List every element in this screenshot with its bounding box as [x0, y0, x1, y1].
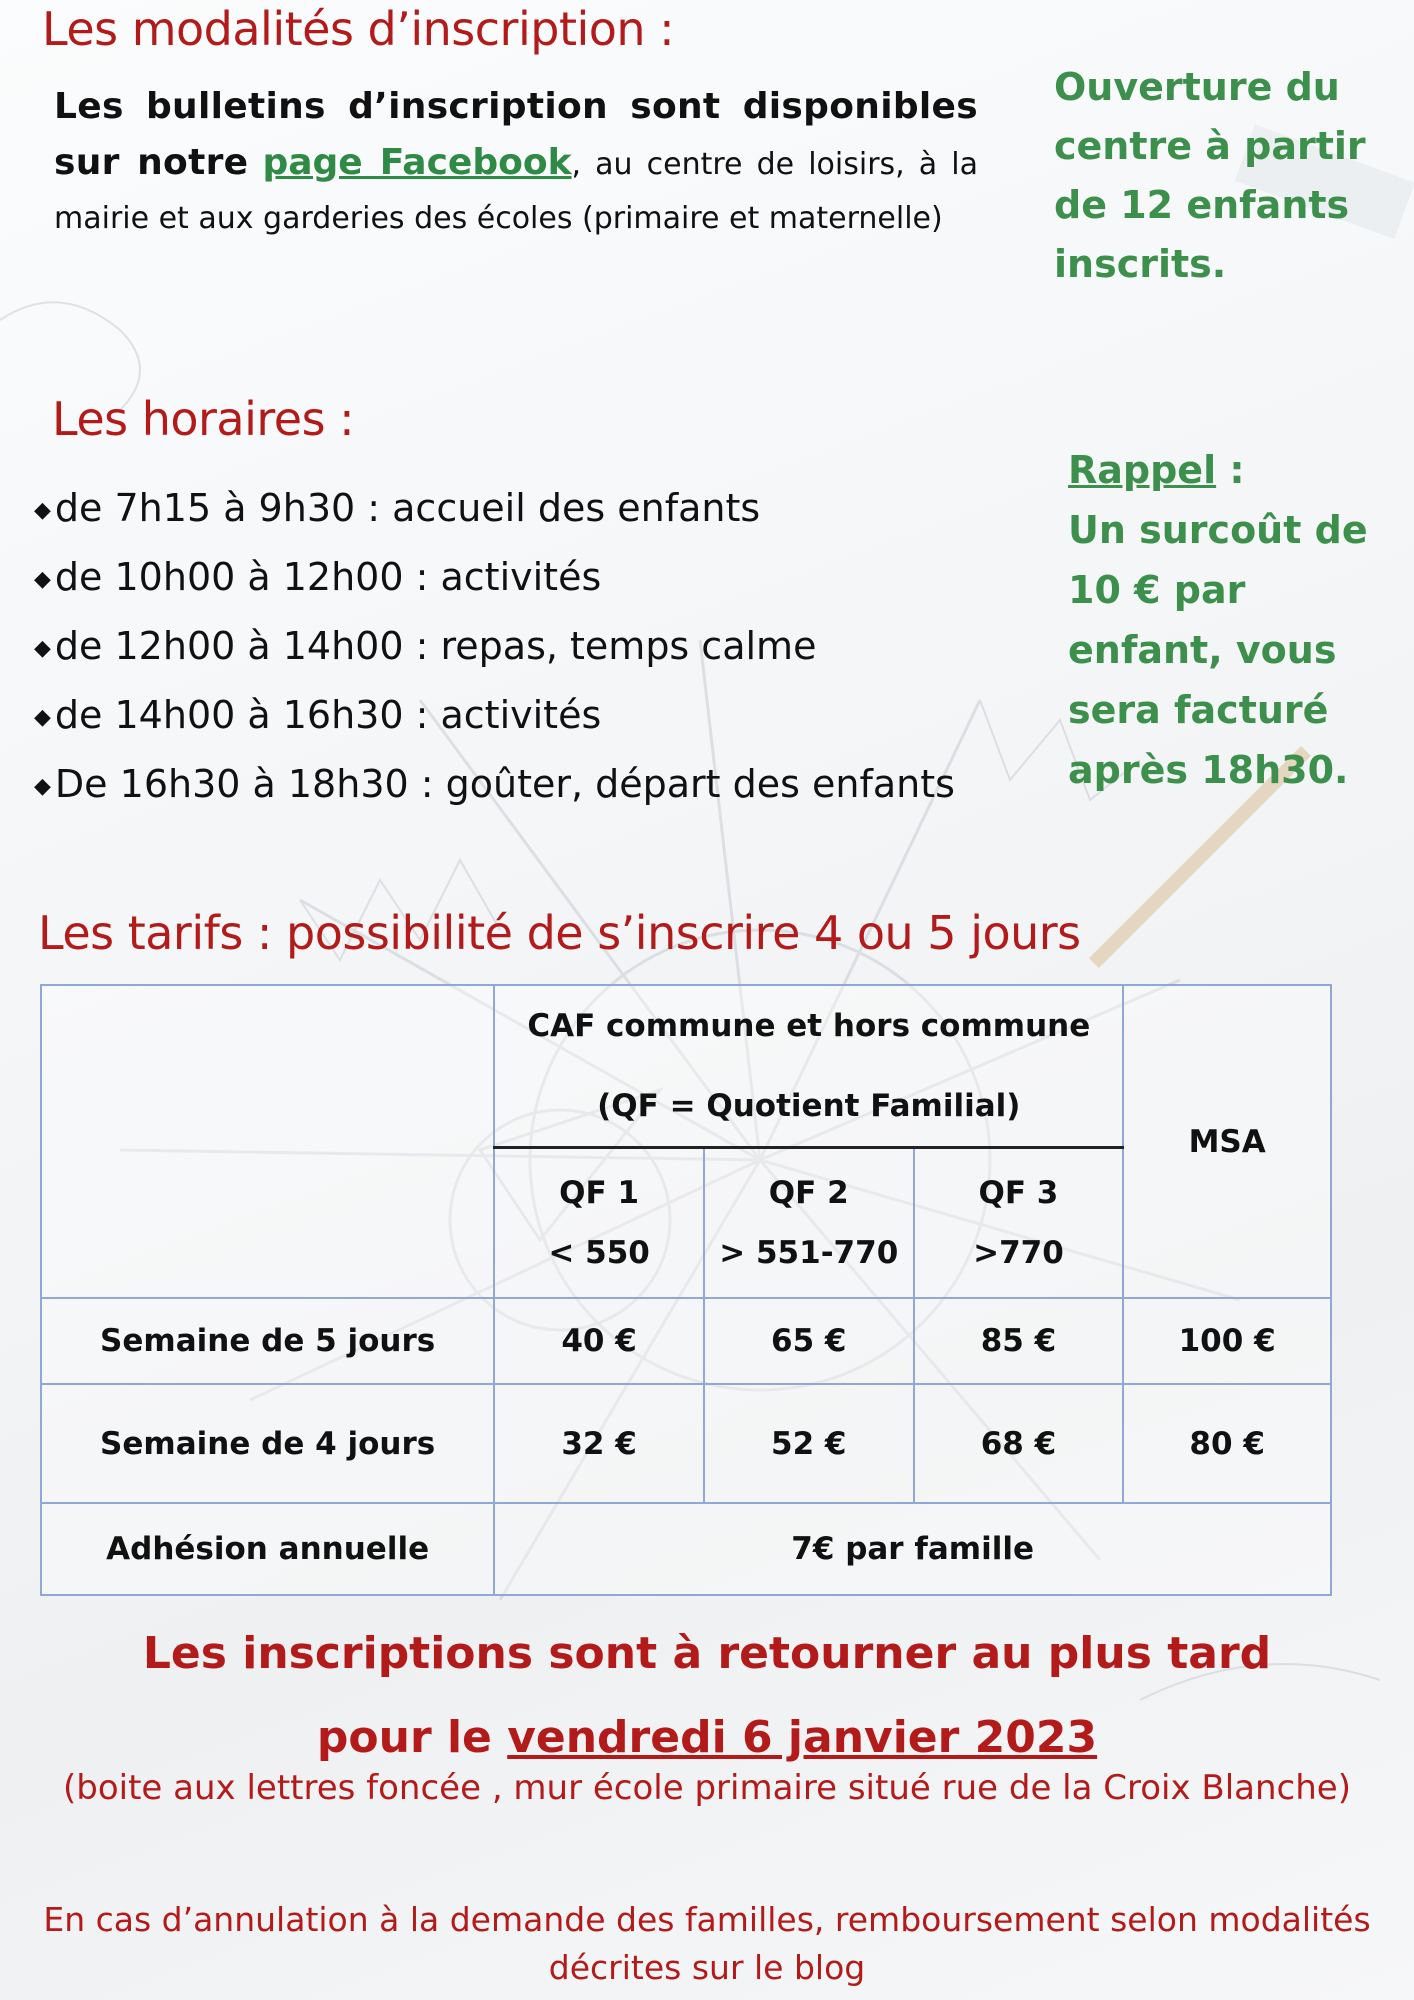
rappel-label: Rappel	[1068, 448, 1217, 492]
hours-item-text: de 14h00 à 16h30 : activités	[54, 693, 602, 737]
qf-range: >770	[973, 1235, 1064, 1272]
caf-header: CAF commune et hors commune	[527, 1008, 1091, 1045]
hours-item	[34, 681, 955, 750]
qf-header-cell	[494, 1148, 704, 1298]
rappel-text: Un surcoût de 10 € par enfant, vous sera facturé après 18h30.	[1068, 508, 1368, 792]
opening-note: Ouverture du centre à partir de 12 enfants inscrits.	[1054, 65, 1366, 286]
qf-header-cell	[704, 1148, 914, 1298]
diamond-bullet-icon: ◆	[34, 705, 51, 730]
qf-name: QF 2	[768, 1175, 849, 1212]
deadline-date: vendredi 6 janvier 2023	[507, 1712, 1098, 1763]
hours-title: Les horaires :	[52, 392, 355, 446]
hours-item	[34, 612, 955, 681]
caf-subheader: (QF = Quotient Familial)	[597, 1088, 1021, 1125]
hours-item	[34, 474, 955, 543]
diamond-bullet-icon: ◆	[34, 774, 51, 799]
hours-item-text: de 12h00 à 14h00 : repas, temps calme	[54, 624, 817, 668]
msa-header: MSA	[1188, 1123, 1266, 1160]
hours-item	[34, 543, 955, 612]
cancellation-note	[0, 1896, 1414, 1992]
price-cell: 68 €	[914, 1384, 1124, 1502]
inscription-text-rest: , au centre de loisirs, à la mairie et aux garderies des écoles (primaire et maternelle)	[54, 147, 978, 236]
dropoff-note: (boite aux lettres foncée , mur école primaire situé rue de la Croix Blanche)	[63, 1768, 1351, 1808]
rappel-note	[1068, 440, 1388, 800]
qf-range: < 550	[548, 1235, 650, 1272]
price-cell: 52 €	[704, 1384, 914, 1502]
hours-item	[34, 750, 955, 819]
inscription-paragraph	[54, 80, 978, 246]
diamond-bullet-icon: ◆	[34, 567, 51, 592]
adhesion-value-cell: 7€ par famille	[494, 1503, 1331, 1595]
table-corner-cell	[41, 985, 494, 1298]
row-label: Semaine de 5 jours	[41, 1298, 494, 1384]
price-cell: 32 €	[494, 1384, 704, 1502]
price-cell: 65 €	[704, 1298, 914, 1384]
rappel-colon: :	[1216, 448, 1245, 492]
price-cell: 85 €	[914, 1298, 1124, 1384]
inscription-title: Les modalités d’inscription :	[42, 2, 675, 56]
table-row	[41, 985, 1331, 1148]
hours-item-text: de 10h00 à 12h00 : activités	[54, 555, 602, 599]
tarifs-title: Les tarifs : possibilité de s’inscrire 4 ou 5 jours	[38, 906, 1081, 960]
qf-name: QF 3	[978, 1175, 1059, 1212]
table-row	[41, 1384, 1331, 1502]
row-label: Semaine de 4 jours	[41, 1384, 494, 1502]
diamond-bullet-icon: ◆	[34, 498, 51, 523]
deadline-line1: Les inscriptions sont à retourner au plus tard	[142, 1628, 1272, 1679]
inscription-text-bold: Les bulletins d’inscription sont disponibles sur notre	[54, 86, 978, 183]
qf-name: QF 1	[559, 1175, 640, 1212]
caf-header-cell	[494, 985, 1123, 1148]
price-cell: 80 €	[1123, 1384, 1331, 1502]
table-row	[41, 1503, 1331, 1595]
table-row	[41, 1298, 1331, 1384]
deadline-notice	[0, 1612, 1414, 1780]
cancel-line2: décrites sur le blog	[548, 1948, 866, 1987]
diamond-bullet-icon: ◆	[34, 636, 51, 661]
qf-range: > 551-770	[719, 1235, 899, 1272]
tarif-table	[40, 984, 1332, 1596]
price-cell: 40 €	[494, 1298, 704, 1384]
row-label: Adhésion annuelle	[41, 1503, 494, 1595]
price-cell: 100 €	[1123, 1298, 1331, 1384]
hours-item-text: de 7h15 à 9h30 : accueil des enfants	[54, 486, 761, 530]
msa-header-cell	[1123, 985, 1331, 1298]
facebook-page-link[interactable]: page Facebook	[262, 142, 572, 183]
deadline-prefix: pour le	[316, 1712, 508, 1763]
qf-header-cell	[914, 1148, 1124, 1298]
hours-item-text: De 16h30 à 18h30 : goûter, départ des enfants	[54, 762, 955, 806]
cancel-line1: En cas d’annulation à la demande des familles, remboursement selon modalités	[43, 1900, 1371, 1939]
hours-list	[34, 474, 955, 819]
